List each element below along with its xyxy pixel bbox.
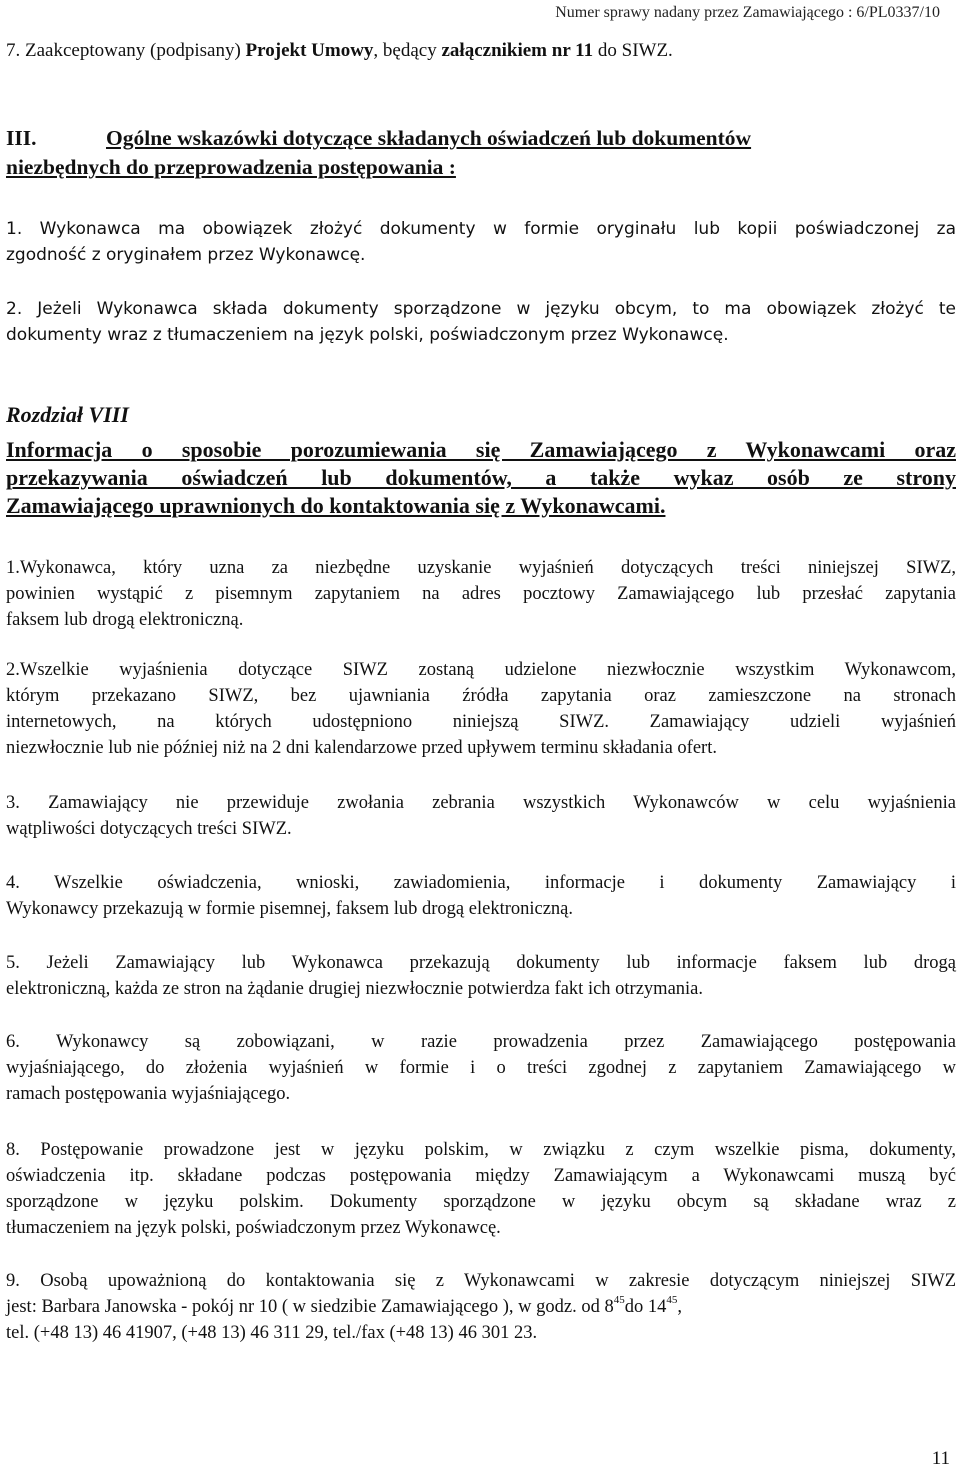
case-number-header: Numer sprawy nadany przez Zamawiającego : 6/PL0337/10 bbox=[555, 4, 940, 21]
chapter-heading: Informacja o sposobie porozumiewania się Zamawiającego z Wykonawcami oraz przekazywania oświadczeń lub dokumentów, a także wykaz osób ze strony Zamawiającego uprawnionych do kontaktowania się z Wykonawcami. bbox=[6, 437, 956, 518]
paragraph-5: 5. Jeżeli Zamawiający lub Wykonawca przekazują dokumenty lub informacje faksem lub drogą elektroniczną, każda ze stron na żądanie drugiej niezwłocznie potwierdza fakt ich otrzymania. bbox=[6, 953, 956, 999]
paragraph-2: 2.Wszelkie wyjaśnienia dotyczące SIWZ zostaną udzielone niezwłocznie wszystkim Wykonawcom, którym przekazano SIWZ, bez ujawniania źródła zapytania oraz zamieszczone na stronach internetowych, na których udostępniono niniejszą SIWZ. Zamawiający udzieli wyjaśnień niezwłocznie lub nie później niż na 2 dni kalendarzowe przed upływem terminu składania ofert. bbox=[6, 660, 956, 758]
item-7: 7. Zaakceptowany (podpisany) Projekt Umowy, będący załącznikiem nr 11 do SIWZ. bbox=[6, 40, 673, 61]
paragraph-3: 3. Zamawiający nie przewiduje zwołania zebrania wszystkich Wykonawców w celu wyjaśnienia wątpliwości dotyczących treści SIWZ. bbox=[6, 793, 956, 839]
paragraph-4: 4. Wszelkie oświadczenia, wnioski, zawiadomienia, informacje i dokumenty Zamawiający i Wykonawcy przekazują w formie pisemnej, faksem lub drogą elektroniczną. bbox=[6, 873, 956, 919]
section-iii-item-1: 1. Wykonawca ma obowiązek złożyć dokumenty w formie oryginału lub kopii poświadczonej za zgodność z oryginałem przez Wykonawcę. bbox=[6, 219, 956, 265]
section-iii-heading: III. Ogólne wskazówki dotyczące składanych oświadczeń lub dokumentów niezbędnych do przeprowadzenia postępowania : bbox=[6, 126, 752, 179]
paragraph-6: 6. Wykonawcy są zobowiązani, w razie prowadzenia przez Zamawiającego postępowania wyjaśniającego, do złożenia wyjaśnień w formie i o treści zgodnej z zapytaniem Zamawiającego w ramach postępowania wyjaśniającego. bbox=[6, 1032, 956, 1104]
paragraph-8: 8. Postępowanie prowadzone jest w języku polskim, w związku z czym wszelkie pisma, dokumenty, oświadczenia itp. składane podczas postępowania między Zamawiającym a Wykonawcami muszą być sporządzone w języku polskim. Dokumenty sporządzone w języku obcym są składane wraz z tłumaczeniem na język polski, poświadczonym przez Wykonawcę. bbox=[6, 1140, 956, 1238]
paragraph-1: 1.Wykonawca, który uzna za niezbędne uzyskanie wyjaśnień dotyczących treści niniejszej SIWZ, powinien wystąpić z pisemnym zapytaniem na adres pocztowy Zamawiającego lub przesłać zapytania faksem lub drogą elektroniczną. bbox=[6, 558, 956, 630]
chapter-label: Rozdział VIII bbox=[6, 402, 129, 427]
paragraph-9: 9. Osobą upoważnioną do kontaktowania się z Wykonawcami w zakresie dotyczącym niniejszej SIWZ jest: Barbara Janowska - pokój nr 10 ( w siedzibie Zamawiającego ), w godz. od $8^{45}do$ $14^{45}$, tel. (+48 13) 46 41907, (+48 13) 46 311 29, tel./fax (+48 13) 46 301 23. bbox=[6, 1271, 956, 1343]
section-iii-item-2: 2. Jeżeli Wykonawca składa dokumenty sporządzone w języku obcym, to ma obowiązek złożyć te dokumenty wraz z tłumaczeniem na język polski, poświadczonym przez Wykonawcę. bbox=[6, 299, 956, 345]
page-number: 11 bbox=[931, 1448, 950, 1469]
